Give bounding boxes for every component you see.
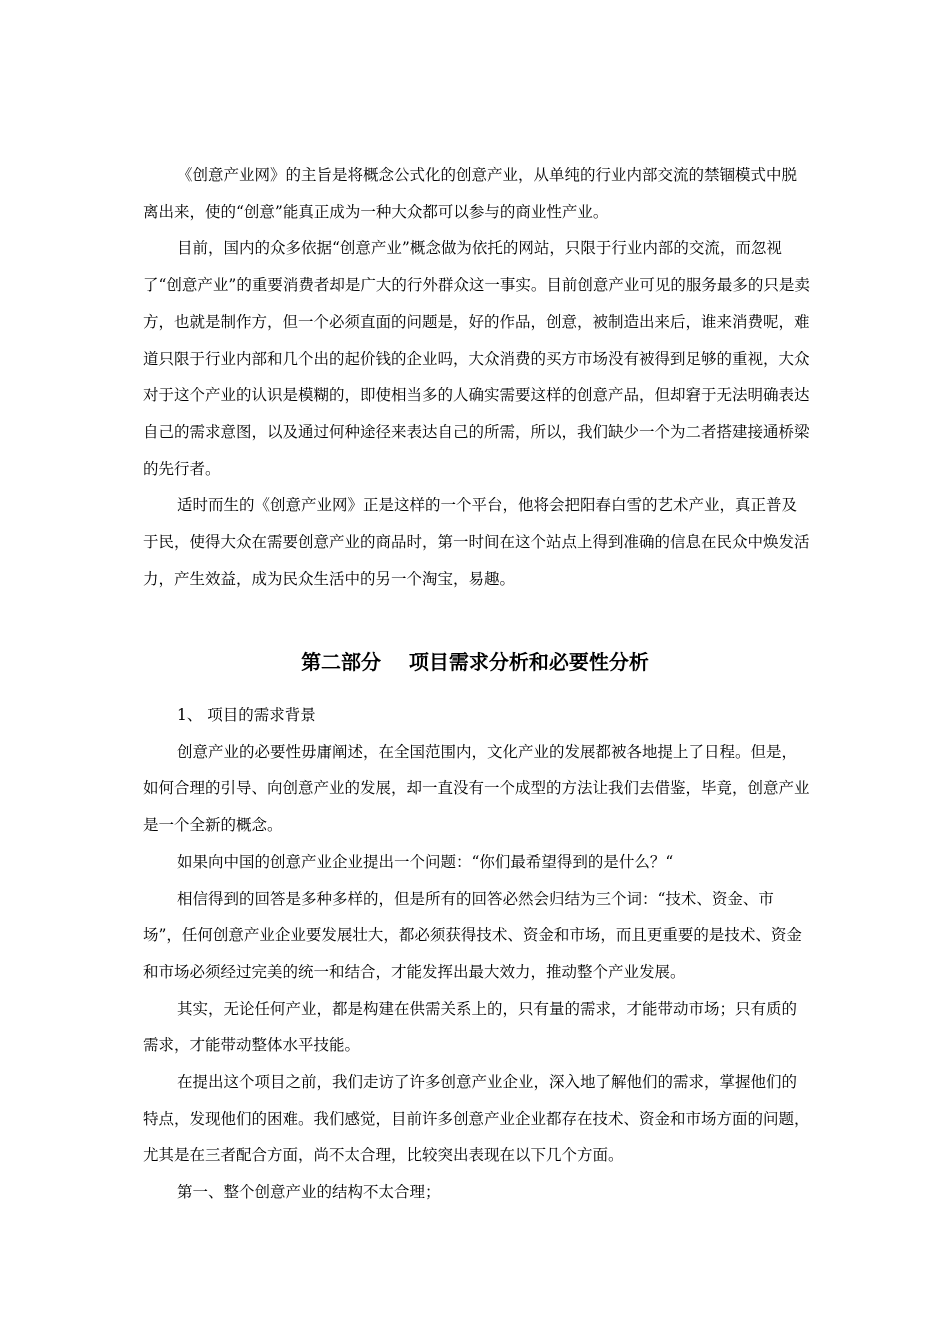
section-heading: 第二部分 项目需求分析和必要性分析 — [301, 650, 649, 674]
body-paragraph: 第一、整个创意产业的结构不太合理； — [177, 1183, 441, 1202]
body-paragraph: 在提出这个项目之前，我们走访了许多创意产业企业，深入地了解他们的需求，掌握他们的特点，发现他们的困难。我们感觉，目前许多创意产业企业都存在技术、资金和市场方面的问题，尤其是在三者配合方面，尚不太合理，比较突出表现在以下几个方面。 — [143, 1073, 810, 1165]
body-paragraph: 相信得到的回答是多种多样的，但是所有的回答必然会归结为三个词：“技术、资金、市场”，任何创意产业企业要发展壮大，都必须获得技术、资金和市场，而且更重要的是技术、资金和市场必须经过完美的统一和结合，才能发挥出最大效力，推动整个产业发展。 — [143, 889, 802, 981]
body-paragraph: 其实，无论任何产业，都是构建在供需关系上的，只有量的需求，才能带动市场；只有质的需求，才能带动整体水平技能。 — [143, 999, 798, 1055]
intro-paragraph: 《创意产业网》的主旨是将概念公式化的创意产业，从单纯的行业内部交流的禁锢模式中脱离出来，使的“创意”能真正成为一种大众都可以参与的商业性产业。 — [143, 166, 798, 221]
intro-paragraph: 目前，国内的众多依据“创意产业”概念做为依托的网站，只限于行业内部的交流，而忽视了“创意产业”的重要消费者却是广大的行外群众这一事实。目前创意产业可见的服务最多的只是卖方，也就是制作方，但一个必须直面的问题是，好的作品，创意，被制造出来后，谁来消费呢，难道只限于行业内部和几个出的起价钱的企业吗，大众消费的买方市场没有被得到足够的重视，大众对于这个产业的认识是模糊的，即使相当多的人确实需要这样的创意产品，但却窘于无法明确表达自己的需求意图，以及通过何种途径来表达自己的所需，所以，我们缺少一个为二者搭建接通桥梁的先行者。 — [143, 239, 810, 478]
intro-section — [143, 157, 811, 597]
section2-body — [143, 697, 811, 1211]
body-paragraph: 如果向中国的创意产业企业提出一个问题：“你们最希望得到的是什么？“ — [177, 852, 674, 871]
subsection-title: 1、 项目的需求背景 — [177, 706, 316, 724]
body-paragraph: 创意产业的必要性毋庸阐述，在全国范围内，文化产业的发展都被各地提上了日程。但是，如何合理的引导、向创意产业的发展，却一直没有一个成型的方法让我们去借鉴，毕竟，创意产业是一个全新的概念。 — [143, 742, 810, 835]
intro-paragraph: 适时而生的《创意产业网》正是这样的一个平台，他将会把阳春白雪的艺术产业，真正普及于民，使得大众在需要创意产业的商品时，第一时间在这个站点上得到准确的信息在民众中焕发活力，产生效益，成为民众生活中的另一个淘宝，易趣。 — [143, 496, 810, 588]
